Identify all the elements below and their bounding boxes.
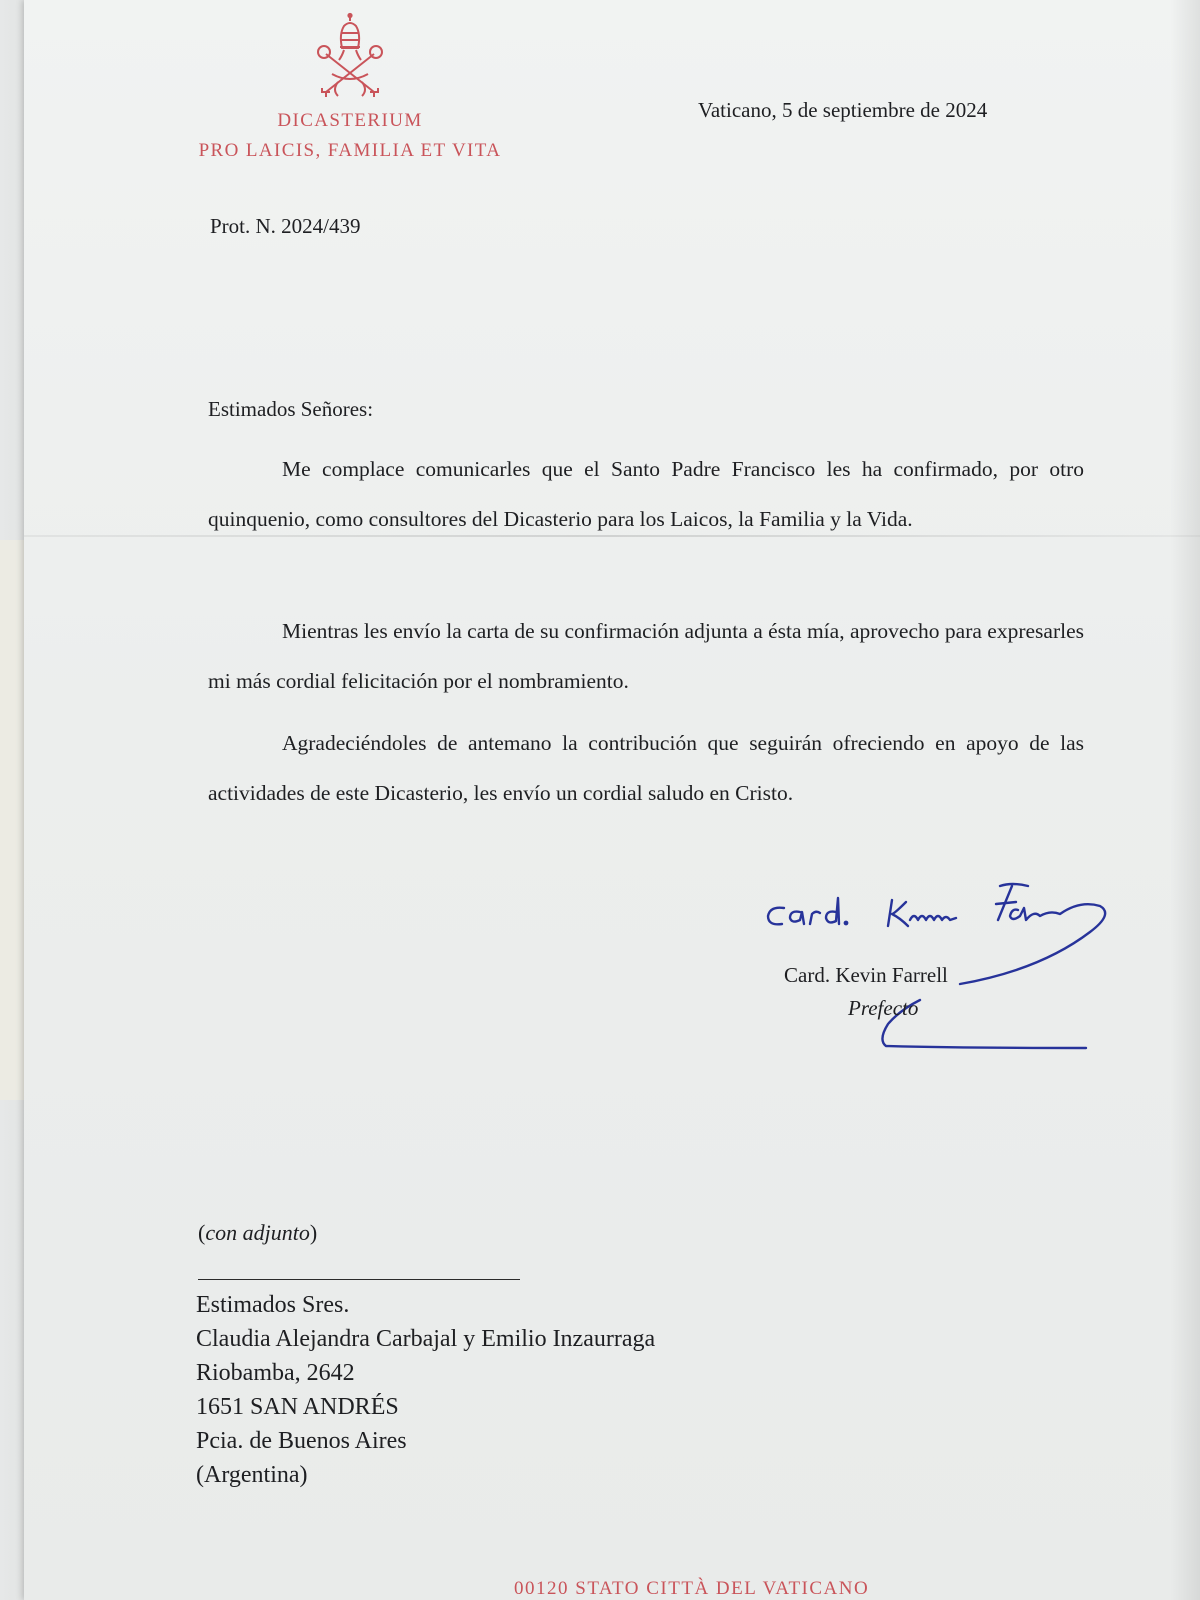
address-line: (Argentina)	[196, 1462, 308, 1488]
address-line: Estimados Sres.	[196, 1292, 350, 1318]
address-divider	[198, 1279, 520, 1280]
body-paragraph-2: Mientras les envío la carta de su confirmación adjunta a ésta mía, aprovecho para expresarles mi más cordial felicitación por el nombramiento.	[208, 619, 1084, 693]
letter-date: Vaticano, 5 de septiembre de 2024	[698, 98, 988, 122]
body-paragraph-1: Me complace comunicarles que el Santo Padre Francisco les ha confirmado, por otro quinquenio, como consultores del Dicasterio para los Laicos, la Familia y la Vida.	[208, 457, 1084, 531]
body-paragraph-3: Agradeciéndoles de antemano la contribución que seguirán ofreciendo en apoyo de las actividades de este Dicasterio, les envío un cordial saludo en Cristo.	[208, 731, 1084, 805]
enclosure-open-paren: (	[198, 1220, 206, 1245]
letterhead-department	[180, 106, 520, 166]
enclosure-close-paren: )	[309, 1220, 318, 1245]
letterhead-line-1: DICASTERIUM	[277, 110, 423, 131]
address-line: Riobamba, 2642	[196, 1360, 355, 1386]
papal-crossed-keys-emblem-icon	[312, 12, 388, 100]
signer-title: Prefecto	[848, 996, 919, 1020]
address-line: Pcia. de Buenos Aires	[196, 1428, 407, 1454]
address-line: 1651 SAN ANDRÉS	[196, 1394, 399, 1420]
salutation: Estimados Señores:	[208, 397, 374, 421]
recipient-address	[196, 1288, 655, 1492]
letterhead-footer: 00120 STATO CITTÀ DEL VATICANO	[514, 1578, 870, 1599]
page-shadow	[1170, 0, 1200, 1600]
enclosure-note	[198, 1220, 317, 1246]
protocol-number: Prot. N. 2024/439	[210, 214, 361, 238]
enclosure-text: con adjunto	[205, 1220, 310, 1245]
signer-name: Card. Kevin Farrell	[784, 963, 948, 987]
letterhead-line-2: PRO LAICIS, FAMILIA ET VITA	[198, 140, 502, 161]
address-line: Claudia Alejandra Carbajal y Emilio Inzaurraga	[196, 1326, 656, 1352]
